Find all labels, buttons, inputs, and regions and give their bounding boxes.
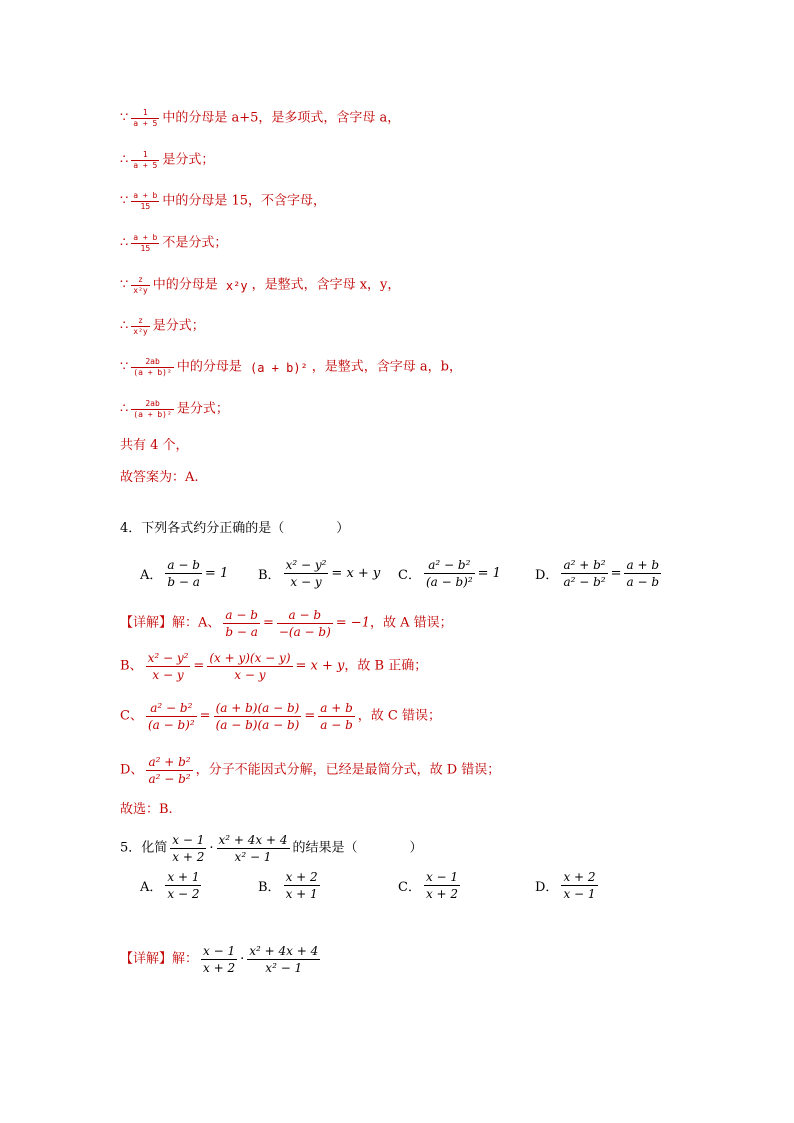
- q4-solution-d: [120, 754, 500, 787]
- dot: ·: [209, 840, 214, 856]
- because-symbol: ∵: [120, 359, 129, 375]
- expression: = 1: [477, 566, 501, 581]
- q5-option-d: [535, 869, 601, 902]
- q4-option-d: [535, 557, 664, 590]
- equals: =: [199, 708, 211, 724]
- because-symbol: ∵: [120, 277, 129, 293]
- equals: =: [193, 658, 205, 674]
- option-label: D．: [535, 568, 559, 583]
- fraction: $\frac{a + b}{15}$: [133, 191, 158, 211]
- q4-question: 4．下列各式约分正确的是（ ）: [120, 521, 350, 536]
- fraction: $\frac{(a + b)(a - b)}{(a - b)(a - b)}$: [215, 701, 300, 732]
- text: 的结果是（ ）: [292, 840, 423, 856]
- fraction: $\frac{\text{x² − y²}}{x - y}$: [147, 651, 189, 682]
- option-label: A．: [140, 880, 163, 895]
- expression: = x + y: [331, 566, 381, 581]
- q4-solution-c: [120, 700, 441, 733]
- fraction: $\frac{a - b}{b - a}$: [167, 558, 200, 589]
- detail-tag: 【详解】: [120, 615, 173, 631]
- q5-option-b: [258, 869, 323, 902]
- fraction: $\frac{1}{a + 5}$: [133, 150, 158, 170]
- detail-tag: 【详解】: [120, 951, 173, 967]
- q5-solution: [120, 943, 323, 976]
- text: 中的分母是: [152, 277, 218, 293]
- fraction: $\frac{a + b}{15}$: [133, 233, 158, 253]
- therefore-symbol: ∴: [120, 401, 129, 417]
- option-label: B、: [120, 658, 143, 674]
- text: 是分式；: [176, 401, 229, 417]
- text: 是分式；: [152, 318, 205, 334]
- fraction: $\frac{\text{x² + 4x + 4}}{\text{x² − 1}}$: [249, 944, 319, 975]
- fraction: $\frac{x - 1}{x + 2}$: [172, 833, 205, 864]
- p3-line-5: [120, 275, 400, 296]
- p3-line-2: [120, 150, 214, 171]
- option-label: C．: [398, 568, 421, 583]
- option-label: A．: [140, 568, 163, 583]
- equals: =: [610, 566, 622, 581]
- option-label: C．: [398, 880, 421, 895]
- q4-solution-a: [120, 607, 453, 640]
- fraction: $\frac{\text{x² − y²}}{x - y}$: [285, 558, 327, 589]
- text: ，故 C 错误；: [357, 708, 441, 724]
- because-symbol: ∵: [120, 193, 129, 209]
- q4-option-a: [140, 557, 228, 590]
- q5-option-a: [140, 869, 204, 902]
- q4-choice: 故选：B.: [120, 802, 173, 817]
- expression: x²y: [225, 278, 248, 293]
- p3-line-4: [120, 233, 227, 254]
- p3-line-7: [120, 357, 462, 378]
- text: 中的分母是 15，不含字母，: [162, 193, 327, 209]
- fraction: $\frac{z}{\text{x²y}}$: [133, 275, 148, 295]
- q4-option-b: [258, 557, 380, 590]
- text: ，是整式，含字母 a，b，: [311, 359, 462, 375]
- q5-question: [120, 832, 423, 865]
- fraction: $\frac{\text{a² + b²}}{\text{a² − b²}}$: [563, 558, 606, 589]
- expression: = 1: [204, 566, 229, 581]
- p3-answer: 故答案为：A.: [120, 470, 199, 485]
- text: 5．化简: [120, 840, 168, 856]
- p3-line-1: [120, 108, 400, 129]
- option-label: B．: [258, 880, 281, 895]
- fraction: $\frac{\text{x² + 4x + 4}}{\text{x² − 1}}$: [218, 833, 288, 864]
- fraction: $\frac{2ab}{\text{(a + b)²}}$: [133, 399, 172, 419]
- text: 解：: [172, 951, 199, 967]
- text: ，故 A 错误；: [369, 615, 453, 631]
- expression: (a + b)²: [249, 360, 308, 375]
- q4-solution-b: [120, 650, 427, 683]
- text: ，故 B 正确；: [344, 658, 428, 674]
- text: 是分式；: [162, 152, 215, 168]
- therefore-symbol: ∴: [120, 318, 129, 334]
- dot: ·: [240, 951, 245, 967]
- fraction: $\frac{a - b}{b - a}$: [225, 608, 258, 639]
- because-symbol: ∵: [120, 110, 129, 126]
- therefore-symbol: ∴: [120, 152, 129, 168]
- fraction: $\frac{a - b}{-(a - b)}$: [278, 608, 331, 639]
- fraction: $\frac{x + 1}{x - 2}$: [167, 870, 200, 901]
- equals: =: [304, 708, 316, 724]
- text: 不是分式；: [162, 235, 228, 251]
- fraction: $\frac{2ab}{\text{(a + b)²}}$: [133, 357, 172, 377]
- fraction: $\frac{a + b}{a - b}$: [320, 701, 353, 732]
- p3-line-3: [120, 191, 326, 212]
- fraction: $\frac{x + 2}{x - 1}$: [563, 870, 596, 901]
- p3-line-6: [120, 316, 205, 337]
- text: 中的分母是: [176, 359, 242, 375]
- option-label: D、: [120, 762, 144, 778]
- fraction: $\frac{x - 1}{x + 2}$: [203, 944, 236, 975]
- p3-line-8: [120, 399, 229, 420]
- fraction: $\frac{z}{\text{x²y}}$: [133, 316, 148, 336]
- option-label: C、: [120, 708, 143, 724]
- fraction: $\frac{a + b}{a - b}$: [626, 558, 660, 589]
- fraction: $\frac{\text{a² + b²}}{\text{a² − b²}}$: [148, 755, 191, 786]
- fraction: $\frac{1}{a + 5}$: [133, 108, 158, 128]
- fraction: $\frac{(x + y)(x - y)}{x - y}$: [209, 651, 291, 682]
- expression: = x + y: [295, 658, 345, 674]
- option-label: B．: [258, 568, 281, 583]
- therefore-symbol: ∴: [120, 235, 129, 251]
- q5-option-c: [398, 869, 463, 902]
- fraction: $\frac{x + 2}{x + 1}$: [285, 870, 318, 901]
- option-label: D．: [535, 880, 559, 895]
- text: 解：A、: [172, 615, 221, 631]
- text: ，是整式，含字母 x，y，: [251, 277, 401, 293]
- fraction: $\frac{x - 1}{x + 2}$: [425, 870, 459, 901]
- text: 中的分母是 a+5，是多项式，含字母 a，: [162, 110, 401, 126]
- fraction: $\frac{\text{a² − b²}}{\text{(a − b)²}}$: [425, 558, 473, 589]
- equals: =: [262, 615, 274, 631]
- text: ，分子不能因式分解，已经是最简分式，故 D 错误；: [195, 762, 501, 778]
- expression: = −1: [335, 615, 370, 631]
- fraction: $\frac{\text{a² − b²}}{\text{(a − b)²}}$: [147, 701, 195, 732]
- q4-option-c: [398, 557, 501, 590]
- p3-total: 共有 4 个，: [120, 438, 189, 453]
